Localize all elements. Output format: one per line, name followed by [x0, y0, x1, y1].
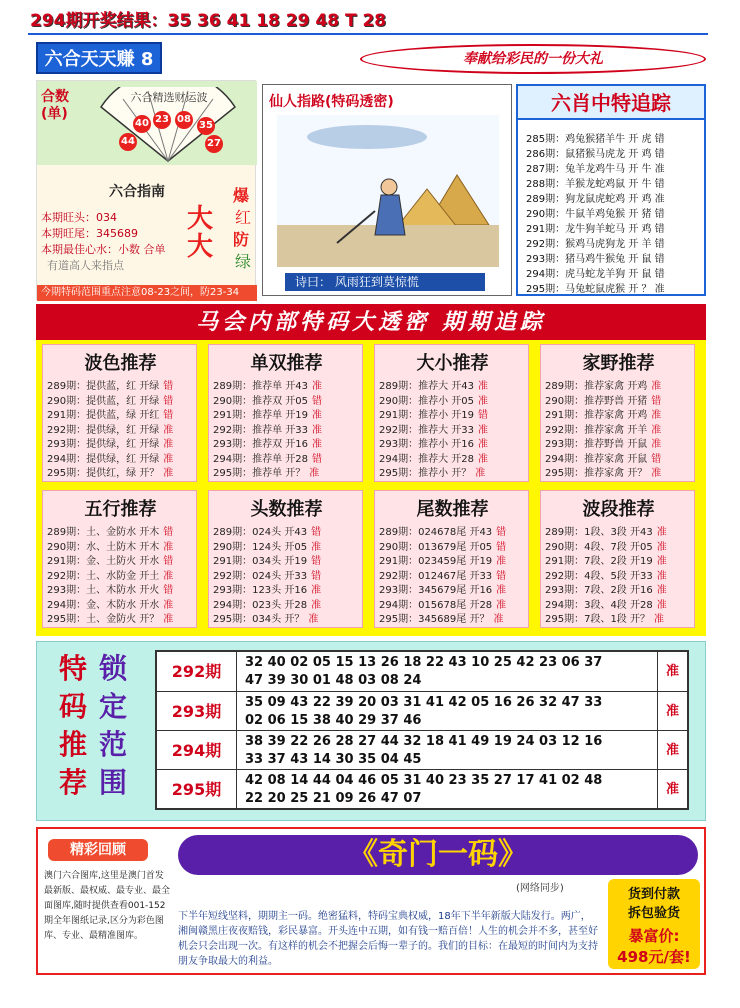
cell-title: 单双推荐	[250, 353, 323, 374]
row-text: 293期：推荐野兽 开鼠	[545, 439, 648, 450]
row-text: 292期：推荐单 开33	[213, 424, 308, 436]
row-text: 295期：推荐小 开？	[379, 468, 472, 479]
range-numbers	[245, 770, 655, 808]
row-text: 294期：推荐家禽 开鼠	[545, 453, 648, 465]
row-result: 准	[496, 556, 507, 567]
cell-row	[47, 552, 173, 567]
row-text: 292期：4段、5段 开33	[545, 570, 653, 582]
row-text: 295期：345689尾 开？	[379, 614, 490, 625]
fan-ball: 35	[197, 117, 215, 135]
recommendation-cell	[540, 344, 695, 482]
range-line: 38 39 22 26 28 27 44 32 18 41 49 19 24 03 12 16	[245, 734, 603, 749]
row-text: 292期：土、水防金 开土	[47, 570, 160, 582]
range-issue: 295期	[157, 770, 237, 809]
row-text: 295期：034头 开？	[213, 614, 305, 625]
draw-result-headline: 294期开奖结果：35 36 41 18 29 48 T 28	[30, 11, 387, 31]
row-result: 准	[651, 424, 662, 436]
cell-row	[47, 421, 173, 436]
cell-title: 五行推荐	[84, 499, 157, 520]
cell-row	[379, 377, 488, 392]
row-text: 293期：123头 开16	[213, 585, 308, 596]
cell-row	[545, 567, 667, 582]
row-text: 289期：1段、3段 开43	[545, 527, 653, 538]
cell-row	[213, 435, 322, 450]
range-line: 32 40 02 05 15 13 26 18 22 43 10 25 42 23 06 37	[245, 655, 603, 670]
cell-row	[213, 464, 319, 479]
range-row	[157, 652, 687, 691]
row-result: 准	[163, 424, 174, 436]
promo-price: 498元/套!	[617, 948, 691, 966]
row-result: 准	[496, 599, 507, 611]
row-text: 294期：金、木防水 开水	[47, 599, 160, 611]
row-result: 错	[496, 570, 507, 582]
review-text: 澳门六合图库,这里是澳门首发最新版、最权威、最专业、最全面图库,随时提供查看001-152期全年图纸记录,区分为彩色图库、专业、最精准图库。	[44, 871, 171, 941]
cell-row	[545, 435, 661, 450]
row-text: 295期：提供红，绿 开？	[47, 468, 160, 479]
row-text: 289期：提供蓝，红 开绿	[47, 381, 160, 392]
recommendation-grid	[36, 340, 706, 636]
row-text: 294期：推荐单 开28	[213, 453, 308, 465]
side-word: 红	[235, 208, 252, 227]
row-result: 准	[163, 439, 174, 450]
row-result: 错	[163, 381, 174, 392]
row-result: 错	[163, 395, 174, 407]
row-result: 错	[478, 410, 488, 421]
row-result: 准	[308, 614, 319, 625]
cell-row	[545, 552, 667, 567]
fan-label: 合数(单)	[41, 89, 69, 122]
cell-row	[213, 523, 321, 538]
row-result: 准	[656, 527, 667, 538]
row-text: 294期：提供绿，红 开绿	[47, 453, 160, 465]
row-result: 准	[478, 453, 488, 465]
cell-row	[213, 610, 318, 625]
guide-line: 本期旺尾：345689	[41, 227, 138, 240]
row-result: 准	[493, 614, 504, 625]
row-text: 292期：推荐家禽 开羊	[545, 424, 648, 436]
row-text: 294期：推荐大 开28	[379, 453, 474, 465]
row-text: 295期：推荐家禽 开？	[545, 468, 648, 479]
row-text: 290期：推荐双 开05	[213, 395, 308, 407]
cell-row	[47, 538, 173, 553]
range-line: 42 08 14 44 04 46 05 31 40 23 35 27 17 41 02 48	[245, 773, 603, 788]
row-result: 错	[651, 453, 662, 465]
row-result: 错	[496, 527, 507, 538]
cell-row	[545, 523, 667, 538]
tracking-row: 289期：狗龙鼠虎蛇鸡 开 鸡 准	[526, 194, 665, 205]
cell-row	[213, 377, 322, 392]
row-text: 291期：7段、2段 开19	[545, 556, 653, 567]
row-result: 准	[311, 585, 322, 596]
guide-line: 有道高人来指点	[47, 259, 124, 272]
product-title: 《奇门一码》	[178, 835, 698, 875]
row-text: 292期：推荐大 开33	[379, 424, 474, 436]
row-result: 准	[656, 541, 667, 553]
row-result: 错	[311, 556, 322, 567]
row-result: 准	[656, 570, 667, 582]
tracking-row: 290期：牛鼠羊鸡兔猴 开 猪 错	[526, 209, 665, 220]
row-result: 准	[496, 585, 507, 596]
cell-row	[545, 581, 667, 596]
cell-row	[47, 523, 173, 538]
range-numbers	[245, 652, 655, 690]
range-issue: 293期	[157, 692, 237, 731]
cell-row	[545, 464, 661, 479]
section-banner: 马会内部特码大透密 期期追踪	[36, 304, 706, 340]
side-word: 绿	[235, 252, 252, 271]
gift-slogan: 奉献给彩民的一份大礼	[360, 44, 706, 74]
cell-row	[379, 596, 506, 611]
immortal-guide-panel	[262, 84, 512, 296]
cell-row	[213, 552, 321, 567]
row-result: 准	[478, 395, 488, 407]
brand-badge: 六合天天赚 8	[36, 42, 162, 74]
row-text: 295期：推荐单 开？	[213, 468, 306, 479]
row-result: 准	[312, 439, 322, 450]
poem-bar	[285, 273, 485, 291]
row-result: 准	[163, 614, 174, 625]
row-text: 289期：土、金防水 开木	[47, 527, 160, 538]
row-result: 错	[163, 556, 174, 567]
row-text: 294期：023头 开28	[213, 599, 308, 611]
bottom-promo	[36, 827, 706, 975]
row-result: 错	[311, 570, 322, 582]
range-row	[157, 730, 687, 769]
cell-row	[379, 538, 506, 553]
row-text: 294期：015678尾 开28	[379, 599, 493, 611]
row-result: 准	[163, 599, 174, 611]
row-result: 准	[478, 381, 488, 392]
fan-title: 六合精选财运波	[130, 91, 208, 104]
cell-row	[213, 581, 321, 596]
row-result: 准	[478, 424, 488, 436]
cell-row	[213, 450, 322, 465]
row-result: 准	[163, 468, 174, 479]
row-text: 291期：提供蓝，绿 开红	[47, 410, 160, 421]
cell-title: 波色推荐	[84, 353, 157, 374]
recommendation-cell	[208, 490, 363, 628]
poem-label: 诗曰：	[295, 275, 332, 289]
cell-row	[47, 392, 173, 407]
cell-row	[47, 450, 173, 465]
big-char: 码	[59, 690, 88, 723]
row-text: 289期：推荐大 开43	[379, 381, 474, 392]
row-text: 289期：推荐家禽 开鸡	[545, 381, 648, 392]
cell-row	[213, 406, 322, 421]
range-issue: 294期	[157, 731, 237, 770]
row-text: 291期：034头 开19	[213, 556, 308, 567]
row-text: 290期：4段、7段 开05	[545, 541, 653, 553]
recommendation-cell	[374, 344, 529, 482]
range-row	[157, 769, 687, 808]
row-result: 准	[475, 468, 486, 479]
row-result: 准	[656, 556, 667, 567]
range-line: 22 20 25 21 09 26 47 07	[245, 791, 422, 806]
range-mark: 准	[657, 652, 687, 691]
row-text: 289期：024678尾 开43	[379, 527, 493, 538]
row-result: 错	[651, 395, 662, 407]
cell-row	[545, 538, 667, 553]
recommendation-cell	[540, 490, 695, 628]
row-result: 错	[496, 541, 507, 553]
row-text: 292期：012467尾 开33	[379, 570, 493, 582]
poem-text: 风雨狂到莫惊慌	[334, 275, 419, 289]
row-result: 准	[312, 424, 322, 436]
cell-row	[379, 406, 488, 421]
row-text: 293期：345679尾 开16	[379, 585, 493, 596]
price-badge	[608, 879, 700, 969]
cell-title: 尾数推荐	[416, 499, 489, 520]
row-text: 294期：3段、4段 开28	[545, 599, 653, 611]
row-text: 290期：推荐小 开05	[379, 395, 474, 407]
cell-row	[213, 538, 321, 553]
side-word: 防	[233, 230, 250, 249]
fan-ball: 27	[205, 135, 223, 153]
row-result: 错	[312, 453, 322, 465]
big-char: 定	[99, 690, 128, 723]
row-result: 准	[656, 599, 667, 611]
review-badge: 精彩回顾	[48, 839, 148, 861]
row-text: 289期：024头 开43	[213, 527, 308, 538]
row-text: 295期：土、金防火 开？	[47, 614, 160, 625]
promo-line: 货到付款	[627, 887, 680, 902]
fan-ball: 23	[153, 111, 171, 129]
cell-row	[379, 610, 503, 625]
promo-text: 下半年短线坚料，期期主一码。绝密猛料，特码宝典权威，18年下半年新版大陆发行。两广，湘闽赣黑庄夜夜赔钱，彩民暴富。开头连中五期，如有钱一赔百倍！人生的机会并不多，甚至好机会只会出现一次。有这样的机会不把握会后悔一辈子的。我们的目标：在最短的时间内为支持朋友争取最大的利益。	[178, 911, 598, 967]
cell-row	[213, 596, 321, 611]
cell-row	[213, 392, 322, 407]
side-word: 爆	[233, 186, 250, 205]
row-text: 291期：推荐小 开19	[379, 410, 474, 421]
row-result: 准	[654, 614, 664, 625]
row-text: 290期：124头 开05	[213, 541, 308, 553]
cell-row	[379, 392, 488, 407]
row-result: 准	[651, 381, 662, 392]
cell-row	[545, 392, 661, 407]
fan-box	[37, 81, 257, 165]
cell-row	[47, 377, 173, 392]
tracking-row: 286期：鼠猪猴马虎龙 开 鸡 错	[526, 149, 665, 160]
row-text: 293期：推荐双 开16	[213, 439, 308, 450]
row-result: 准	[651, 410, 662, 421]
range-numbers	[245, 692, 655, 730]
row-result: 错	[163, 585, 174, 596]
row-text: 291期：推荐家禽 开鸡	[545, 410, 648, 421]
header-divider	[28, 33, 708, 35]
tracking-row: 287期：兔羊龙鸡牛马 开 牛 准	[526, 164, 665, 175]
cell-row	[379, 435, 488, 450]
range-line: 02 06 15 38 40 29 37 46	[245, 713, 422, 728]
big-char: 范	[99, 728, 128, 761]
cell-row	[545, 450, 661, 465]
row-text: 291期：023459尾 开19	[379, 556, 493, 567]
row-result: 准	[311, 541, 322, 553]
cell-row	[545, 610, 664, 625]
big-char: 锁	[99, 652, 128, 685]
farmer-illustration	[277, 115, 499, 267]
big-char: 特	[59, 652, 88, 685]
range-mark: 准	[657, 692, 687, 731]
range-numbers	[245, 731, 655, 769]
big-character: 大大	[187, 204, 214, 262]
fan-ball: 08	[175, 111, 193, 129]
fan-ball: 40	[133, 115, 151, 133]
panel-title: 仙人指路(特码透密)	[269, 94, 394, 110]
row-result: 错	[163, 527, 174, 538]
row-text: 292期：024头 开33	[213, 570, 308, 582]
range-note: 今期特码范围重点注意08-23之间，防23-34	[37, 285, 257, 301]
range-line: 47 39 30 01 48 03 08 24	[245, 673, 422, 688]
range-issue: 292期	[157, 652, 237, 691]
cell-row	[213, 421, 322, 436]
promo-line: 拆包验货	[627, 906, 680, 921]
cell-row	[47, 596, 173, 611]
range-line: 35 09 43 22 39 20 03 31 41 42 05 16 26 32 47 33	[245, 695, 603, 710]
cell-row	[47, 464, 173, 479]
big-char: 推	[59, 728, 88, 761]
row-text: 290期：013679尾 开05	[379, 541, 493, 553]
row-text: 290期：提供蓝，红 开绿	[47, 395, 160, 407]
cell-row	[379, 523, 506, 538]
big-char: 荐	[59, 766, 88, 799]
recommendation-cell	[208, 344, 363, 482]
row-result: 准	[478, 439, 488, 450]
range-section	[36, 641, 706, 821]
cell-row	[379, 421, 488, 436]
cell-row	[545, 377, 661, 392]
row-text: 289期：推荐单 开43	[213, 381, 308, 392]
cell-title: 大小推荐	[416, 353, 489, 374]
tracking-row: 288期：羊猴龙蛇鸡鼠 开 牛 错	[526, 179, 665, 190]
tracking-row: 293期：猪马鸡牛猴兔 开 鼠 错	[526, 254, 665, 265]
row-text: 295期：7段、1段 开？	[545, 614, 650, 625]
panel-title: 六肖中特追踪	[518, 86, 704, 120]
cell-row	[379, 552, 506, 567]
range-table	[155, 650, 689, 810]
row-result: 错	[311, 527, 322, 538]
row-result: 准	[312, 410, 322, 421]
row-text: 290期：水、土防木 开木	[47, 541, 160, 553]
row-text: 293期：土、木防水 开火	[47, 585, 160, 596]
cell-row	[545, 406, 661, 421]
cell-row	[47, 581, 173, 596]
row-result: 准	[309, 468, 320, 479]
source-note: (网络同步)	[516, 883, 564, 894]
recommendation-cell	[42, 344, 197, 482]
promo-line: 暴富价:	[628, 927, 680, 945]
cell-row	[47, 610, 173, 625]
cell-row	[379, 450, 488, 465]
range-line: 33 37 43 14 30 35 04 45	[245, 752, 422, 767]
row-text: 292期：提供绿，红 开绿	[47, 424, 160, 436]
guide-line: 本期最佳心水：小数 合单	[41, 243, 166, 256]
row-text: 291期：金、土防火 开水	[47, 556, 160, 567]
row-result: 准	[163, 541, 174, 553]
row-result: 准	[312, 381, 322, 392]
cell-row	[545, 421, 661, 436]
big-char: 围	[99, 766, 128, 799]
row-text: 293期：推荐小 开16	[379, 439, 474, 450]
cell-row	[47, 435, 173, 450]
row-text: 293期：提供绿，红 开绿	[47, 439, 160, 450]
cell-title: 家野推荐	[582, 353, 655, 374]
cell-row	[47, 567, 173, 582]
tracking-row: 295期：马兔蛇鼠虎猴 开 ？ 准	[526, 284, 665, 295]
row-result: 错	[163, 410, 174, 421]
recommendation-cell	[42, 490, 197, 628]
row-result: 错	[312, 395, 322, 407]
row-text: 290期：推荐野兽 开猪	[545, 395, 648, 407]
cell-title: 头数推荐	[250, 499, 323, 520]
row-text: 291期：推荐单 开19	[213, 410, 308, 421]
left-guide-panel	[36, 80, 256, 300]
zodiac-tracking-panel	[516, 84, 706, 296]
tracking-row: 285期：鸡兔猴猪羊牛 开 虎 错	[526, 134, 665, 145]
range-mark: 准	[657, 770, 687, 809]
fan-ball: 44	[119, 133, 137, 151]
right-column-chars	[99, 650, 127, 802]
range-mark: 准	[657, 731, 687, 770]
recommendation-cell	[374, 490, 529, 628]
cell-title: 波段推荐	[582, 499, 655, 520]
tracking-row: 291期：龙牛狗羊蛇马 开 鸡 错	[526, 224, 665, 235]
row-result: 准	[163, 570, 174, 582]
row-result: 准	[651, 439, 662, 450]
row-result: 准	[651, 468, 662, 479]
cell-row	[545, 596, 667, 611]
row-result: 准	[163, 453, 174, 465]
range-row	[157, 691, 687, 730]
cell-row	[379, 567, 506, 582]
tracking-row: 294期：虎马蛇龙羊狗 开 鼠 错	[526, 269, 665, 280]
cell-row	[213, 567, 321, 582]
cell-row	[47, 406, 173, 421]
guide-line: 本期旺头：034	[41, 211, 117, 224]
row-result: 准	[311, 599, 322, 611]
cell-row	[379, 464, 485, 479]
tracking-row: 292期：猴鸡马虎狗龙 开 羊 错	[526, 239, 665, 250]
row-result: 准	[656, 585, 667, 596]
cell-row	[379, 581, 506, 596]
left-column-chars	[59, 650, 87, 802]
row-text: 293期：7段、2段 开16	[545, 585, 653, 596]
guide-title: 六合指南	[109, 184, 165, 200]
